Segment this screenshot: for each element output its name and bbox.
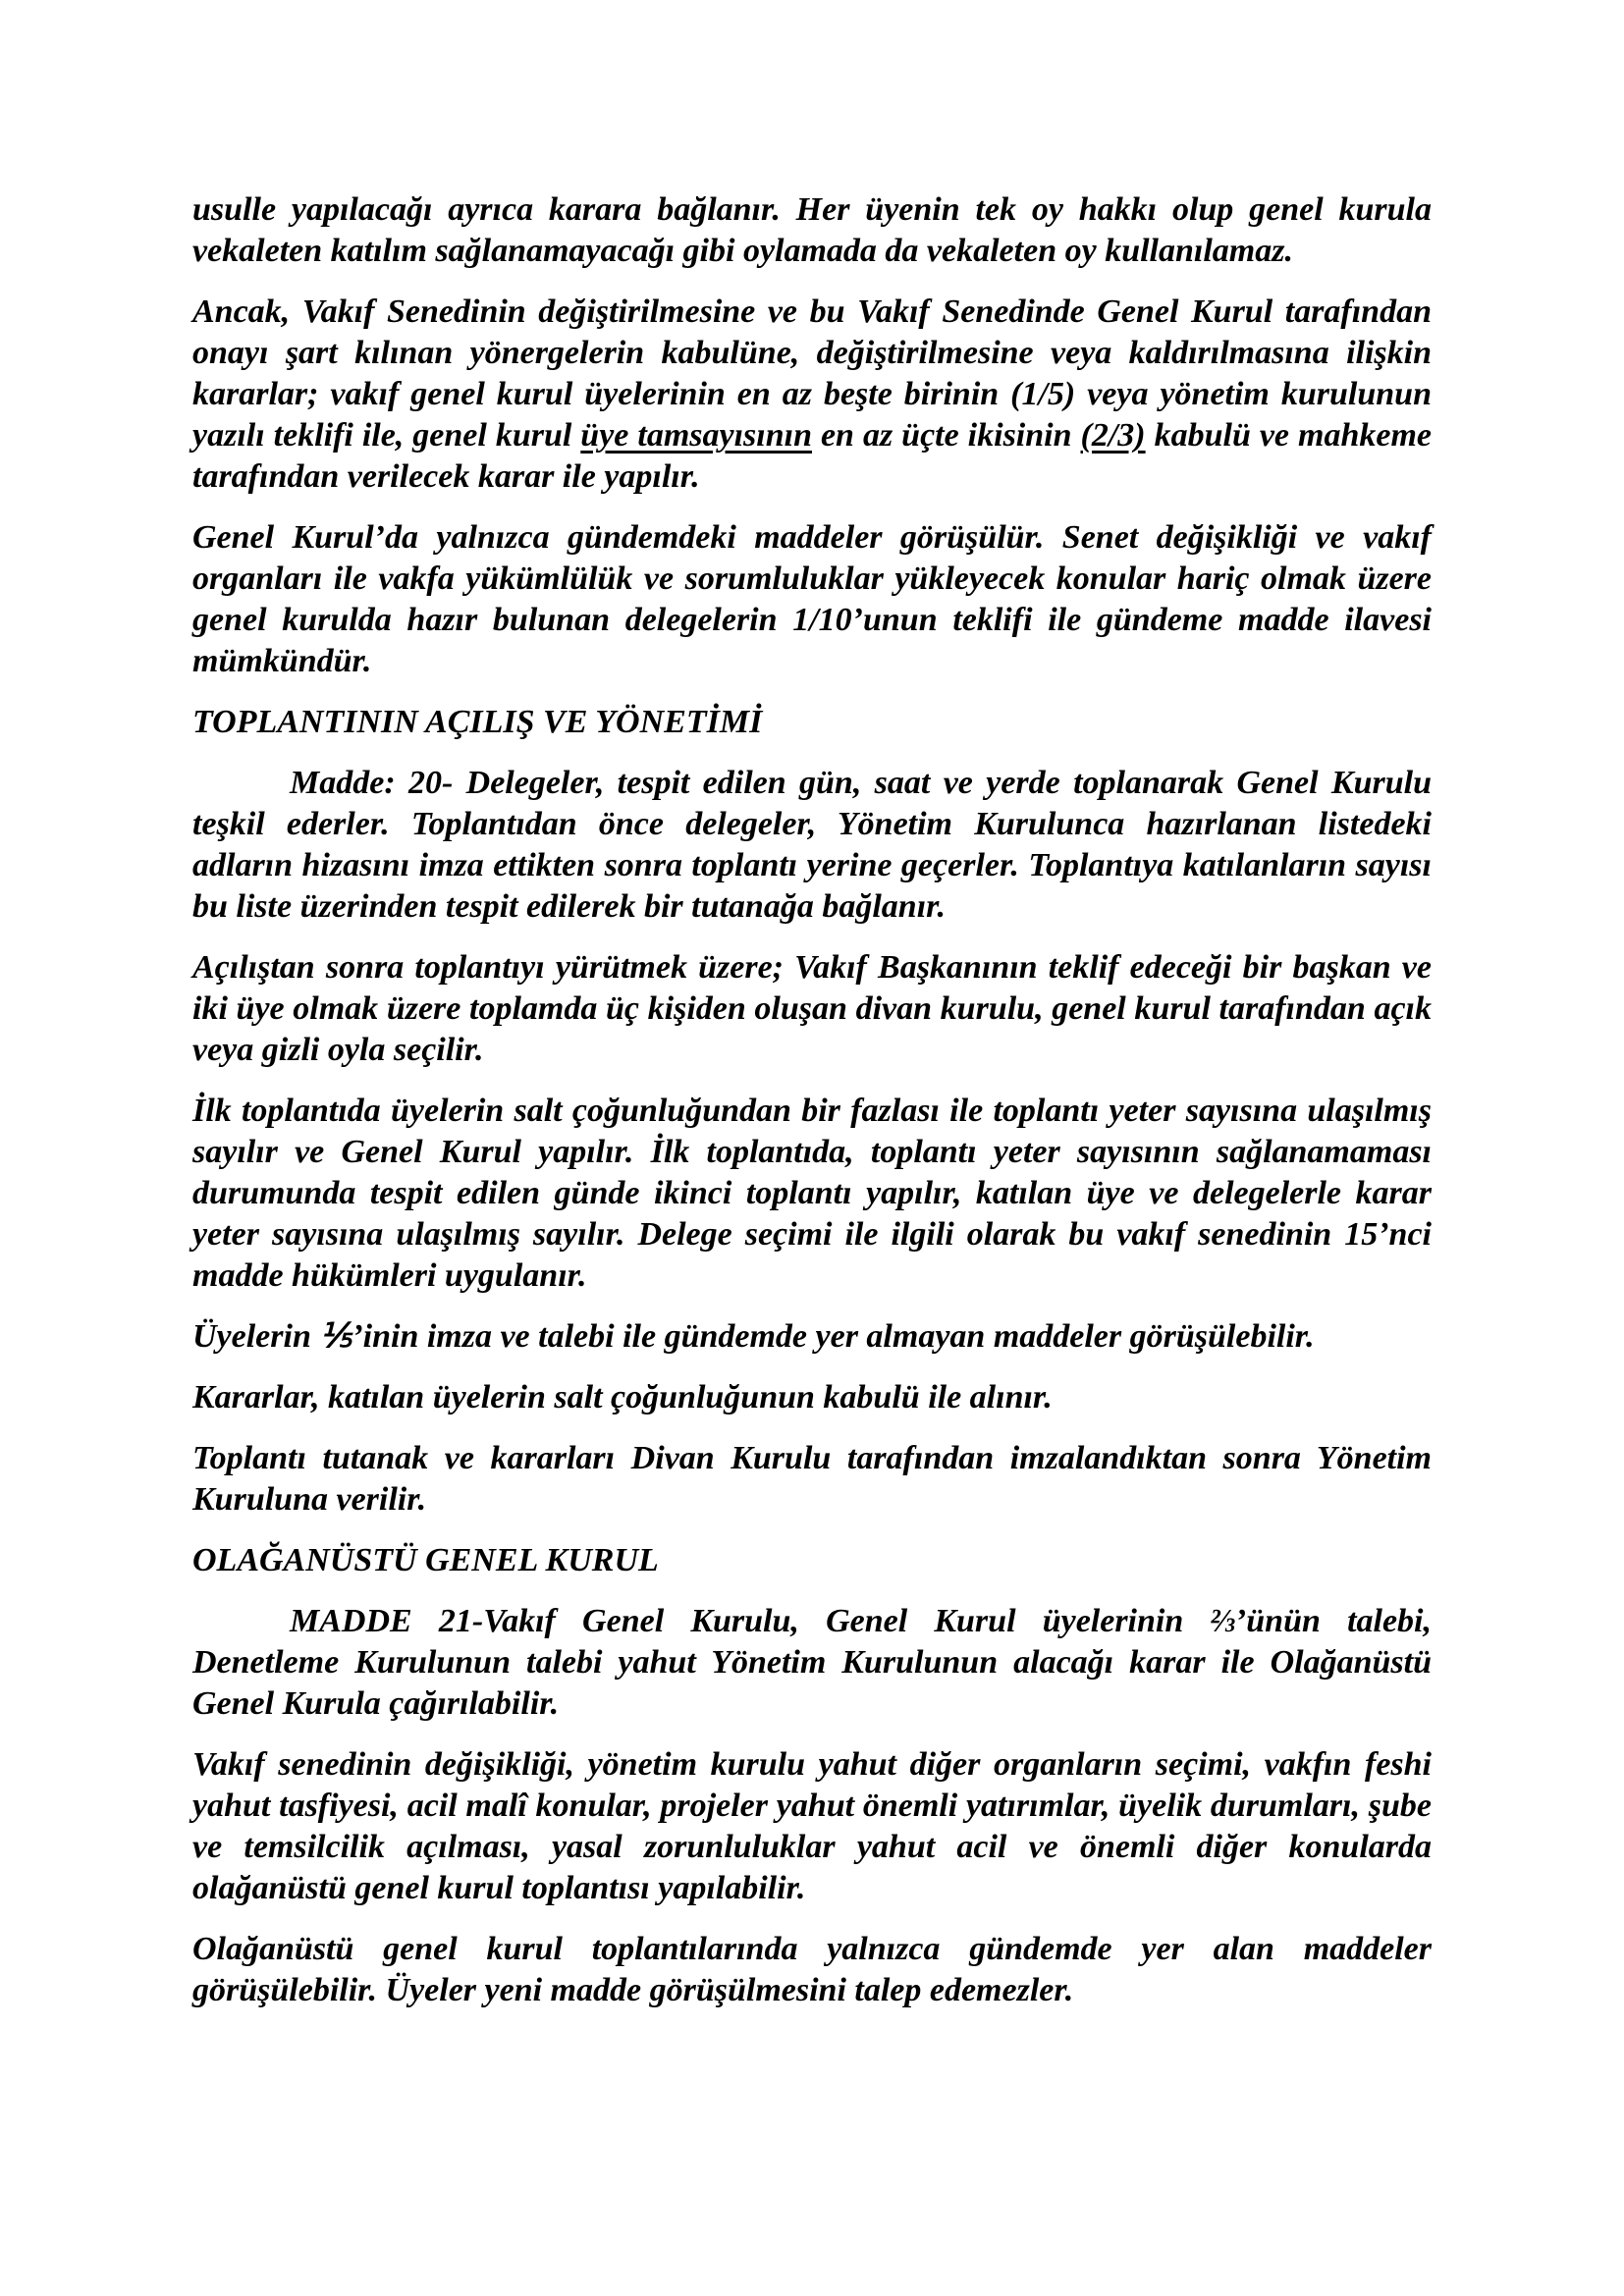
text-segment: Ancak, Vakıf Senedinin değiştirilmesine ve bu Vakıf Senedinde Genel Kurul tarafından onayı şart kılınan yönergelerin kabulüne, değiştirilmesine veya kaldırılmasına ilişkin kararlar; vakıf genel kurul üyelerinin en az beşte birinin (1/5) veya yönetim kurulunun yazılı teklifi ile, genel kurul bbox=[192, 294, 1432, 454]
text-segment: kabulü ve mahkeme tarafından verilecek karar ile yapılır. bbox=[192, 417, 1432, 495]
paragraph bbox=[192, 947, 1432, 1071]
text-segment: Genel Kurul’da yalnızca gündemdeki maddeler görüşülür. Senet değişikliği ve vakıf organları ile vakfa yükümlülük ve sorumluluklar yükleyecek konular hariç olmak üzere genel kurulda hazır bulunan delegelerin 1/10’unun teklifi ile gündeme madde ilavesi mümkündür. bbox=[192, 519, 1432, 679]
section-heading bbox=[192, 1540, 1432, 1581]
paragraph bbox=[192, 1601, 1432, 1725]
text-segment: usulle yapılacağı ayrıca karara bağlanır. Her üyenin tek oy hakkı olup genel kurula vekaleten katılım sağlanamayacağı gibi oylamada da vekaleten oy kullanılamaz. bbox=[192, 191, 1432, 269]
paragraph bbox=[192, 517, 1432, 682]
paragraph bbox=[192, 1377, 1432, 1418]
paragraph bbox=[192, 763, 1432, 928]
text-segment: Toplantı tutanak ve kararları Divan Kurulu tarafından imzalandıktan sonra Yönetim Kuruluna verilir. bbox=[192, 1440, 1432, 1518]
text-segment: Açılıştan sonra toplantıyı yürütmek üzere; Vakıf Başkanının teklif edeceği bir başkan ve iki üye olmak üzere toplamda üç kişiden oluşan divan kurulu, genel kurul tarafından açık veya gizli oyla seçilir. bbox=[192, 949, 1432, 1068]
text-segment: Madde: 20- Delegeler, tespit edilen gün, saat ve yerde toplanarak Genel Kurulu teşkil ederler. Toplantıdan önce delegeler, Yönetim Kurulunca hazırlanan listedeki adların hizasını imza ettikten sonra toplantı yerine geçerler. Toplantıya katılanların sayısı bu liste üzerinden tespit edilerek bir tutanağa bağlanır. bbox=[192, 765, 1432, 925]
text-segment: en az üçte ikisinin bbox=[811, 417, 1081, 454]
text-segment: OLAĞANÜSTÜ GENEL KURUL bbox=[192, 1542, 659, 1578]
paragraph bbox=[192, 292, 1432, 498]
text-segment: TOPLANTININ AÇILIŞ VE YÖNETİMİ bbox=[192, 704, 763, 740]
text-segment: Üyelerin ⅕’inin imza ve talebi ile gündemde yer almayan maddeler görüşülebilir. bbox=[192, 1318, 1315, 1355]
text-segment: Vakıf senedinin değişikliği, yönetim kurulu yahut diğer organların seçimi, vakfın feshi yahut tasfiyesi, acil malî konular, projeler yahut önemli yatırımlar, üyelik durumları, şube ve temsilcilik açılması, yasal zorunluluklar yahut acil ve önemli diğer konularda olağanüstü genel kurul toplantısı yapılabilir. bbox=[192, 1746, 1432, 1906]
section-heading bbox=[192, 702, 1432, 743]
text-segment: MADDE 21-Vakıf Genel Kurulu, Genel Kurul üyelerinin ⅔’ünün talebi, Denetleme Kurulunun talebi yahut Yönetim Kurulunun alacağı karar ile Olağanüstü Genel Kurula çağırılabilir. bbox=[192, 1603, 1432, 1722]
paragraph bbox=[192, 1438, 1432, 1521]
document-body bbox=[192, 189, 1432, 2011]
text-segment: Kararlar, katılan üyelerin salt çoğunluğunun kabulü ile alınır. bbox=[192, 1379, 1053, 1415]
paragraph bbox=[192, 1316, 1432, 1358]
text-segment: İlk toplantıda üyelerin salt çoğunluğundan bir fazlası ile toplantı yeter sayısına ulaşılmış sayılır ve Genel Kurul yapılır. İlk toplantıda, toplantı yeter sayısının sağlanamaması durumunda tespit edilen günde ikinci toplantı yapılır, katılan üye ve delegelerle karar yeter sayısına ulaşılmış sayılır. Delege seçimi ile ilgili olarak bu vakıf senedinin 15’nci madde hükümleri uygulanır. bbox=[192, 1093, 1432, 1294]
paragraph bbox=[192, 1744, 1432, 1909]
paragraph bbox=[192, 1929, 1432, 2011]
paragraph bbox=[192, 1091, 1432, 1297]
text-segment: Olağanüstü genel kurul toplantılarında yalnızca gündemde yer alan maddeler görüşülebilir. Üyeler yeni madde görüşülmesini talep edemezler. bbox=[192, 1931, 1432, 2008]
underlined-text: üye tamsayısının bbox=[580, 417, 812, 454]
paragraph bbox=[192, 189, 1432, 272]
underlined-text: (2/3) bbox=[1080, 417, 1146, 454]
